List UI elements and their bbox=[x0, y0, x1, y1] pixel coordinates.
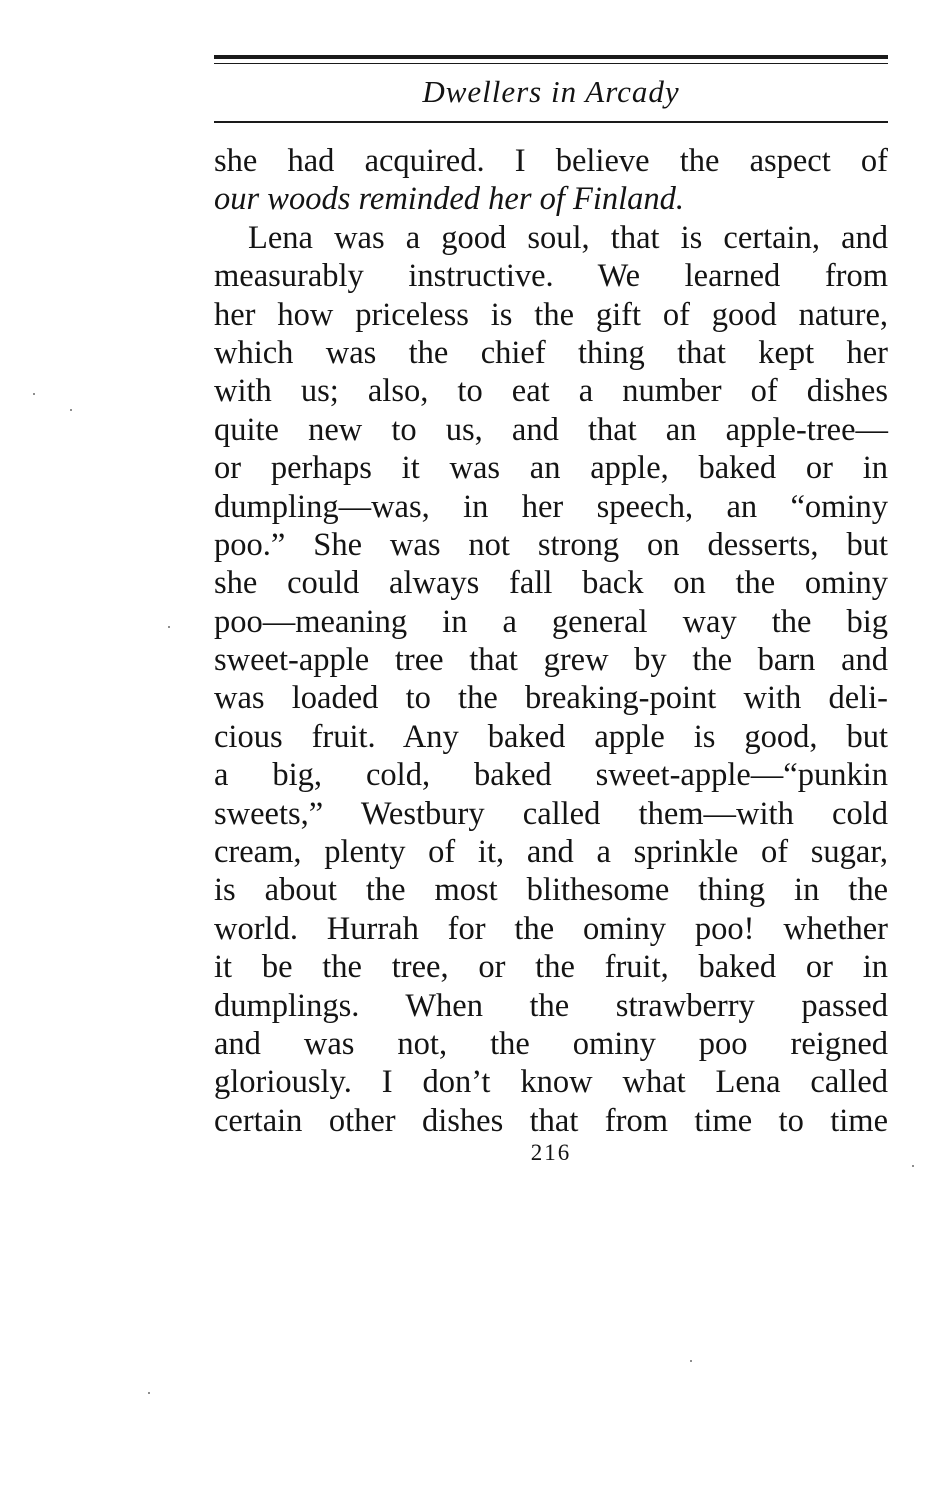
scan-speck bbox=[70, 409, 72, 411]
header-rule-bottom bbox=[214, 121, 888, 123]
scan-speck bbox=[912, 1165, 914, 1167]
text-line: a big, cold, baked sweet-apple—“punkin bbox=[214, 757, 888, 794]
scan-speck bbox=[690, 1360, 692, 1362]
text-line: Lena was a good soul, that is certain, and bbox=[248, 219, 888, 256]
text-line: sweets,” Westbury called them—with cold bbox=[214, 795, 888, 832]
scan-speck bbox=[168, 626, 170, 628]
text-line: she could always fall back on the ominy bbox=[214, 565, 888, 602]
text-line: quite new to us, and that an apple-tree— bbox=[214, 411, 888, 448]
text-line: poo—meaning in a general way the big bbox=[214, 603, 888, 640]
text-line: is about the most blithesome thing in the bbox=[214, 872, 888, 909]
text-line: and was not, the ominy poo reigned bbox=[214, 1025, 888, 1062]
text-line: she had acquired. I believe the aspect of bbox=[214, 143, 888, 179]
text-line: with us; also, to eat a number of dishes bbox=[214, 373, 888, 410]
text-line: cream, plenty of it, and a sprinkle of sugar, bbox=[214, 834, 888, 871]
text-line: sweet-apple tree that grew by the barn and bbox=[214, 642, 888, 679]
text-line: poo.” She was not strong on desserts, but bbox=[214, 526, 888, 563]
text-line: it be the tree, or the fruit, baked or in bbox=[214, 949, 888, 986]
body-text bbox=[214, 142, 888, 1140]
running-head: Dwellers in Arcady bbox=[422, 74, 680, 109]
text-line: was loaded to the breaking-point with deli- bbox=[214, 680, 888, 717]
header-rule-thick bbox=[214, 55, 888, 59]
text-line: certain other dishes that from time to time bbox=[214, 1102, 888, 1139]
scan-speck bbox=[148, 1392, 150, 1394]
text-line: measurably instructive. We learned from bbox=[214, 258, 888, 295]
text-line: gloriously. I don’t know what Lena called bbox=[214, 1064, 888, 1101]
text-line: which was the chief thing that kept her bbox=[214, 334, 888, 371]
text-line: her how priceless is the gift of good nature, bbox=[214, 296, 888, 333]
text-line: dumpling—was, in her speech, an “ominy bbox=[214, 488, 888, 525]
text-line: cious fruit. Any baked apple is good, but bbox=[214, 718, 888, 755]
text-line: or perhaps it was an apple, baked or in bbox=[214, 450, 888, 487]
page-number: 216 bbox=[530, 1140, 572, 1165]
text-line: dumplings. When the strawberry passed bbox=[214, 987, 888, 1024]
scan-speck bbox=[33, 393, 35, 395]
text-line: our woods reminded her of Finland. bbox=[214, 181, 685, 218]
text-line: world. Hurrah for the ominy poo! whether bbox=[214, 910, 888, 947]
header-rule-thin bbox=[214, 63, 888, 64]
